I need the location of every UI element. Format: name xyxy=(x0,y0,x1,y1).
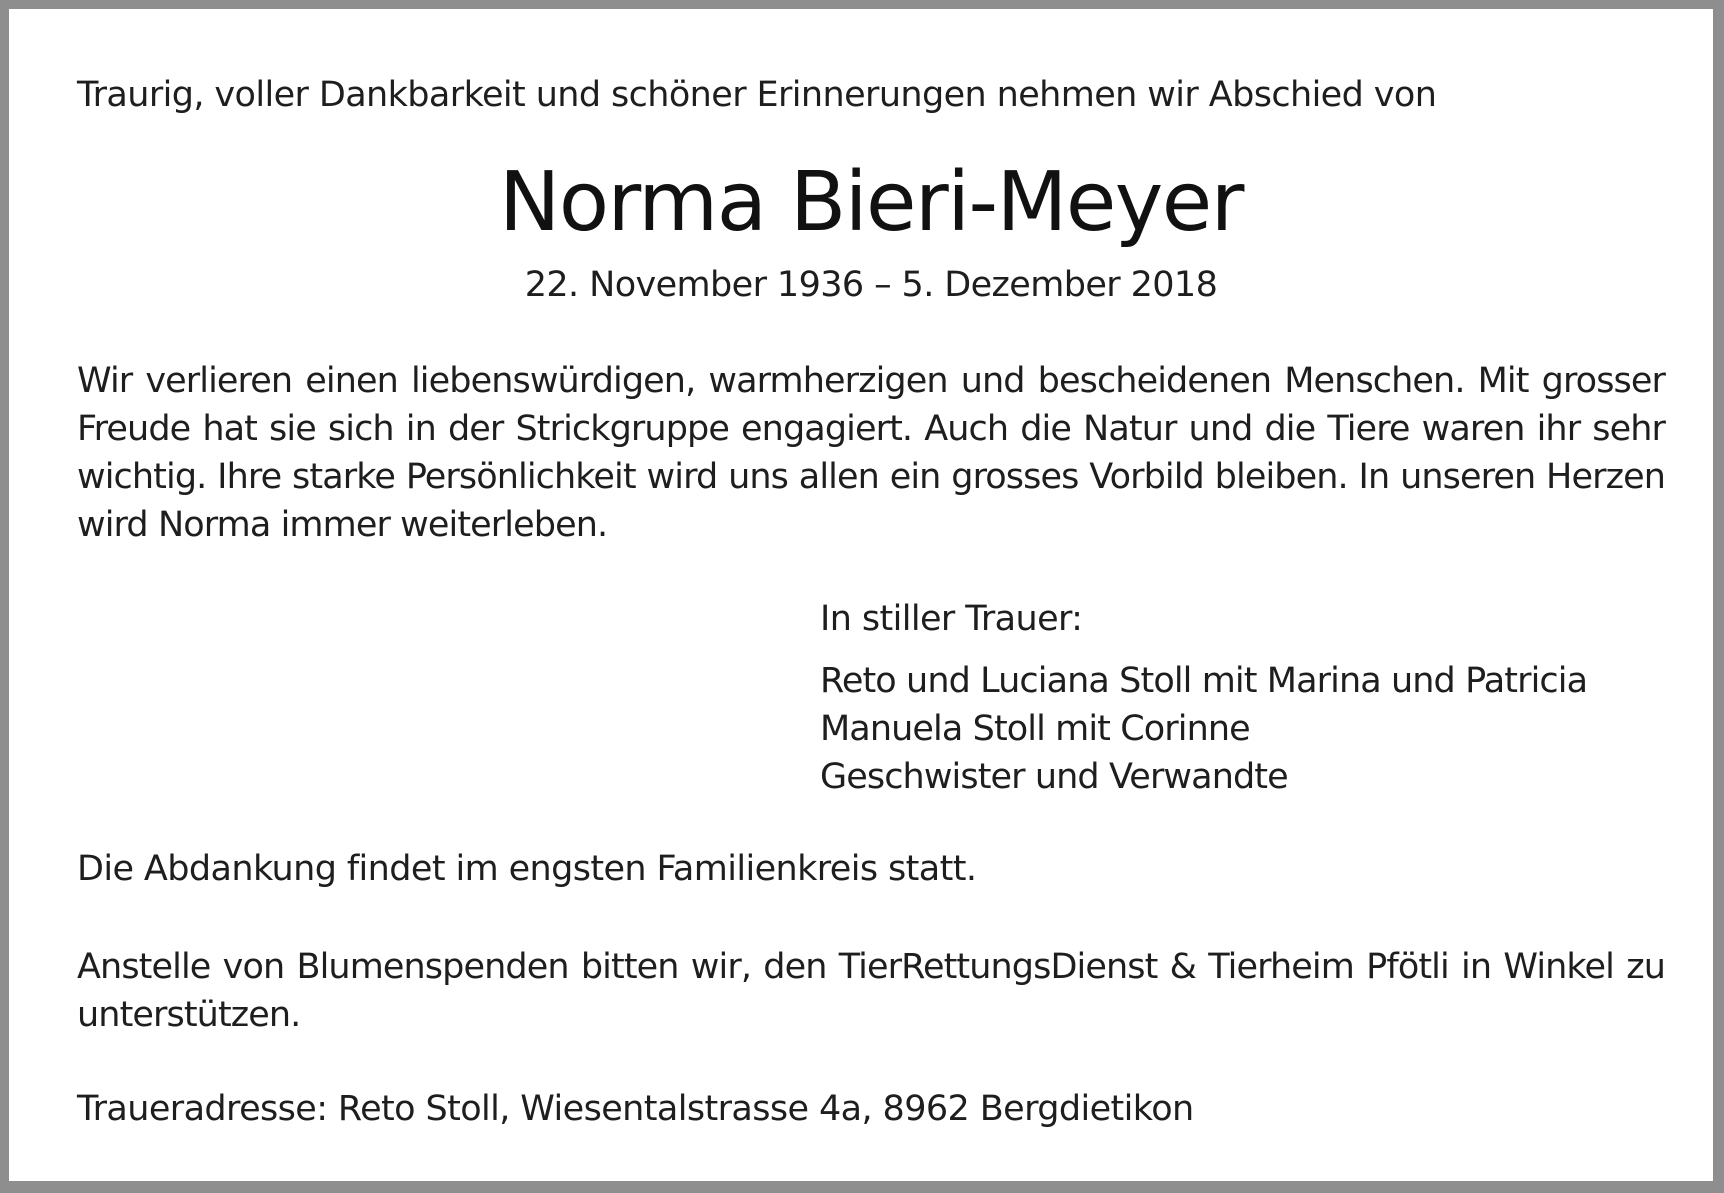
mourner-entry: Geschwister und Verwandte xyxy=(820,757,1288,797)
deceased-name: Norma Bieri-Meyer xyxy=(499,155,1243,250)
mourner-entry: Reto und Luciana Stoll mit Marina und Patricia xyxy=(820,661,1588,701)
intro-text: Traurig, voller Dankbarkeit und schöner Erinnerungen nehmen wir Abschied von xyxy=(77,75,1437,115)
mourner-entry: Manuela Stoll mit Corinne xyxy=(820,709,1250,749)
tribute-paragraph: Wir verlieren einen liebenswürdigen, warmherzigen und bescheidenen Menschen. Mit grosser Freude hat sie sich in der Strickgruppe engagiert. Auch die Natur und die Tiere waren ihr sehr wichtig. Ihre starke Persönlichkeit wird uns allen ein grosses Vorbild bleiben. In unseren Herzen wird Norma immer weiterleben. xyxy=(77,361,1665,545)
mourners-list xyxy=(820,657,1587,801)
life-dates: 22. November 1936 – 5. Dezember 2018 xyxy=(524,265,1218,305)
donation-note: Anstelle von Blumenspenden bitten wir, den TierRettungsDienst & Tierheim Pfötli in Winkel zu unterstützen. xyxy=(77,947,1665,1035)
mourning-heading: In stiller Trauer: xyxy=(820,599,1083,639)
mourning-address: Traueradresse: Reto Stoll, Wiesentalstrasse 4a, 8962 Bergdietikon xyxy=(77,1089,1194,1129)
ceremony-note: Die Abdankung findet im engsten Familienkreis statt. xyxy=(77,849,977,889)
